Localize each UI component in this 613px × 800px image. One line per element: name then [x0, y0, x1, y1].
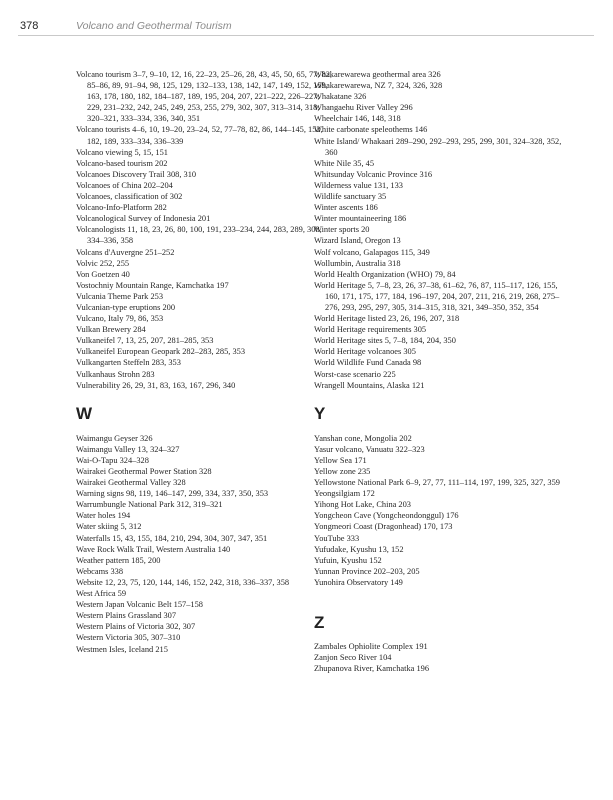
index-entry: Vulkan Brewery 284: [76, 325, 146, 335]
index-entry: Yellowstone National Park 6–9, 27, 77, 111–114, 197, 199, 325, 327, 359: [314, 478, 560, 488]
index-entry: Zhupanova River, Kamchatka 196: [314, 664, 430, 674]
index-entry: Yunohira Observatory 149: [314, 577, 403, 587]
index-entry: Western Victoria 305, 307–310: [76, 633, 181, 643]
index-entry: Warning signs 98, 119, 146–147, 299, 334, 337, 350, 353: [76, 489, 269, 499]
index-entry: Volcano tourists 4–6, 10, 19–20, 23–24, 52, 77–78, 82, 86, 144–145, 152, 182, 189, 333–334, 336–339: [76, 125, 323, 146]
index-entry: Western Plains Grassland 307: [76, 611, 177, 621]
index-group-z: [314, 641, 570, 674]
index-entry: Volcanoes of China 202–204: [76, 180, 173, 190]
index-entry: Vulcano, Italy 79, 86, 353: [76, 314, 164, 324]
index-entry: Volcans d'Auvergne 251–252: [76, 247, 175, 257]
index-column-left: [76, 69, 332, 655]
index-entry: Waterfalls 15, 43, 155, 184, 210, 294, 304, 307, 347, 351: [76, 533, 268, 543]
index-entry: Von Goetzen 40: [76, 269, 130, 279]
index-entry: Western Japan Volcanic Belt 157–158: [76, 600, 203, 610]
index-entry: Water holes 194: [76, 511, 131, 521]
index-entry: Volcano tourism 3–7, 9–10, 12, 16, 22–23, 25–26, 28, 43, 45, 50, 65, 77, 82, 85–86, 89, 91–94, 98, 125, 129, 132–133, 138, 142, 147, 149, 152, 159, 163, 178, 180, 182, 184–187, 189, 195, 204, 207, 221–222, 226–227, 229, 231–232, 242, 245, 249, 253, 255, 279, 302, 307, 313–314, 318, 320–321, 333–334, 336, 340, 351: [76, 70, 332, 124]
index-entry: Whakarewarewa, NZ 7, 324, 326, 328: [314, 81, 443, 91]
index-entry: Warrumbungle National Park 312, 319–321: [76, 500, 223, 510]
index-entry: Yellow Sea 171: [314, 455, 367, 465]
index-entry: Worst-case scenario 225: [314, 369, 396, 379]
section-letter-z: Z: [314, 613, 325, 633]
index-entry: World Heritage volcanoes 305: [314, 347, 416, 357]
index-entry: Website 12, 23, 75, 120, 144, 146, 152, 242, 318, 336–337, 358: [76, 577, 290, 587]
index-entry: Wildlife sanctuary 35: [314, 192, 387, 202]
index-entry: Vulcania Theme Park 253: [76, 291, 164, 301]
index-entry: Wollumbin, Australia 318: [314, 258, 401, 268]
index-group-w: [76, 433, 332, 655]
page-number: 378: [20, 20, 39, 32]
index-entry: Water skiing 5, 312: [76, 522, 142, 532]
index-entry: Yanshan cone, Mongolia 202: [314, 433, 412, 443]
index-entry: Vulcanian-type eruptions 200: [76, 302, 176, 312]
running-header: [20, 20, 600, 34]
header-rule: [18, 35, 594, 36]
index-group-y: [314, 433, 570, 588]
index-entry: Volvic 252, 255: [76, 258, 130, 268]
index-entry: Whakatane 326: [314, 92, 367, 102]
index-entry: World Wildlife Fund Canada 98: [314, 358, 422, 368]
index-entry: World Heritage listed 23, 26, 196, 207, 318: [314, 314, 460, 324]
index-entry: Winter sports 20: [314, 225, 370, 235]
index-entry: Winter mountaineering 186: [314, 214, 407, 224]
index-entry: Yihong Hot Lake, China 203: [314, 500, 411, 510]
index-group-w-continued: [314, 69, 570, 391]
index-entry: Whakarewarewa geothermal area 326: [314, 70, 441, 79]
index-entry: Volcanoes, classification of 302: [76, 192, 183, 202]
index-entry: Yeongsilgiam 172: [314, 489, 375, 499]
index-entry: Yongcheon Cave (Yongcheondonggul) 176: [314, 511, 459, 521]
index-entry: Wairakei Geothermal Valley 328: [76, 478, 186, 488]
index-entry: Zanjon Seco River 104: [314, 653, 392, 663]
index-entry: World Heritage requirements 305: [314, 325, 427, 335]
index-entry: White Island/ Whakaari 289–290, 292–293, 295, 299, 301, 324–328, 352, 360: [314, 136, 562, 157]
index-entry: Vulkanhaus Strohn 283: [76, 369, 155, 379]
section-letter-y: Y: [314, 403, 326, 423]
index-entry: Yongmeori Coast (Dragonhead) 170, 173: [314, 522, 453, 532]
index-entry: Vulkangarten Steffeln 283, 353: [76, 358, 181, 368]
index-entry: Whitsunday Volcanic Province 316: [314, 169, 433, 179]
index-entry: Volcanoes Discovery Trail 308, 310: [76, 169, 197, 179]
index-entry: Waimangu Geyser 326: [76, 433, 153, 443]
index-entry: Yellow zone 235: [314, 467, 371, 476]
index-entry: Westmen Isles, Iceland 215: [76, 644, 168, 654]
index-entry: Wolf volcano, Galapagos 115, 349: [314, 247, 430, 257]
index-entry: Waimangu Valley 13, 324–327: [76, 444, 180, 454]
index-entry: Vostochniy Mountain Range, Kamchatka 197: [76, 280, 229, 290]
index-entry: White carbonate speleothems 146: [314, 125, 428, 135]
index-entry: Weather pattern 185, 200: [76, 555, 161, 565]
index-entry: White Nile 35, 45: [314, 158, 375, 168]
index-entry: Volcano-based tourism 202: [76, 158, 168, 168]
index-entry: Webcams 338: [76, 566, 124, 576]
running-title: Volcano and Geothermal Tourism: [76, 20, 232, 32]
section-letter-w: W: [76, 403, 93, 423]
index-entry: Wilderness value 131, 133: [314, 180, 403, 190]
index-entry: Whangaehu River Valley 296: [314, 103, 413, 113]
index-entry: Volcano-Info-Platform 282: [76, 203, 167, 213]
index-entry: Volcanological Survey of Indonesia 201: [76, 214, 211, 224]
index-entry: Yufudake, Kyushu 13, 152: [314, 544, 404, 554]
index-entry: Yasur volcano, Vanuatu 322–323: [314, 444, 425, 454]
index-entry: Volcano viewing 5, 15, 151: [76, 147, 168, 157]
index-entry: Zambales Ophiolite Complex 191: [314, 642, 428, 652]
index-entry: Wizard Island, Oregon 13: [314, 236, 401, 246]
index-entry: Wai-O-Tapu 324–328: [76, 455, 149, 465]
index-entry: Wairakei Geothermal Power Station 328: [76, 467, 212, 476]
index-entry: Vulkaneifel 7, 13, 25, 207, 281–285, 353: [76, 336, 214, 346]
index-entry: Yufuin, Kyushu 152: [314, 555, 382, 565]
index-entry: Wheelchair 146, 148, 318: [314, 114, 401, 124]
index-entry: Wrangell Mountains, Alaska 121: [314, 380, 425, 390]
index-group-v: [76, 69, 332, 391]
index-entry: Western Plains of Victoria 302, 307: [76, 622, 196, 632]
index-entry: Yunnan Province 202–203, 205: [314, 566, 420, 576]
index-entry: Wave Rock Walk Trail, Western Australia 140: [76, 544, 231, 554]
index-entry: YouTube 333: [314, 533, 360, 543]
index-entry: Volcanologists 11, 18, 23, 26, 80, 100, 191, 233–234, 244, 283, 289, 308, 334–336, 358: [76, 225, 322, 246]
index-entry: World Heritage sites 5, 7–8, 184, 204, 350: [314, 336, 456, 346]
index-entry: Vulkaneifel European Geopark 282–283, 285, 353: [76, 347, 246, 357]
index-entry: World Heritage 5, 7–8, 23, 26, 37–38, 61–62, 76, 87, 115–117, 126, 155, 160, 171, 175, 177, 184, 196–197, 204, 207, 211, 216, 219, 268, 275–276, 293, 295, 297, 305, 314–315, 318, 321, 349–350, 352, 354: [314, 280, 560, 312]
index-entry: World Health Organization (WHO) 79, 84: [314, 269, 456, 279]
index-entry: Winter ascents 186: [314, 203, 378, 213]
index-entry: Vulnerability 26, 29, 31, 83, 163, 167, 296, 340: [76, 380, 236, 390]
index-entry: West Africa 59: [76, 589, 127, 599]
index-column-right: [314, 69, 570, 674]
